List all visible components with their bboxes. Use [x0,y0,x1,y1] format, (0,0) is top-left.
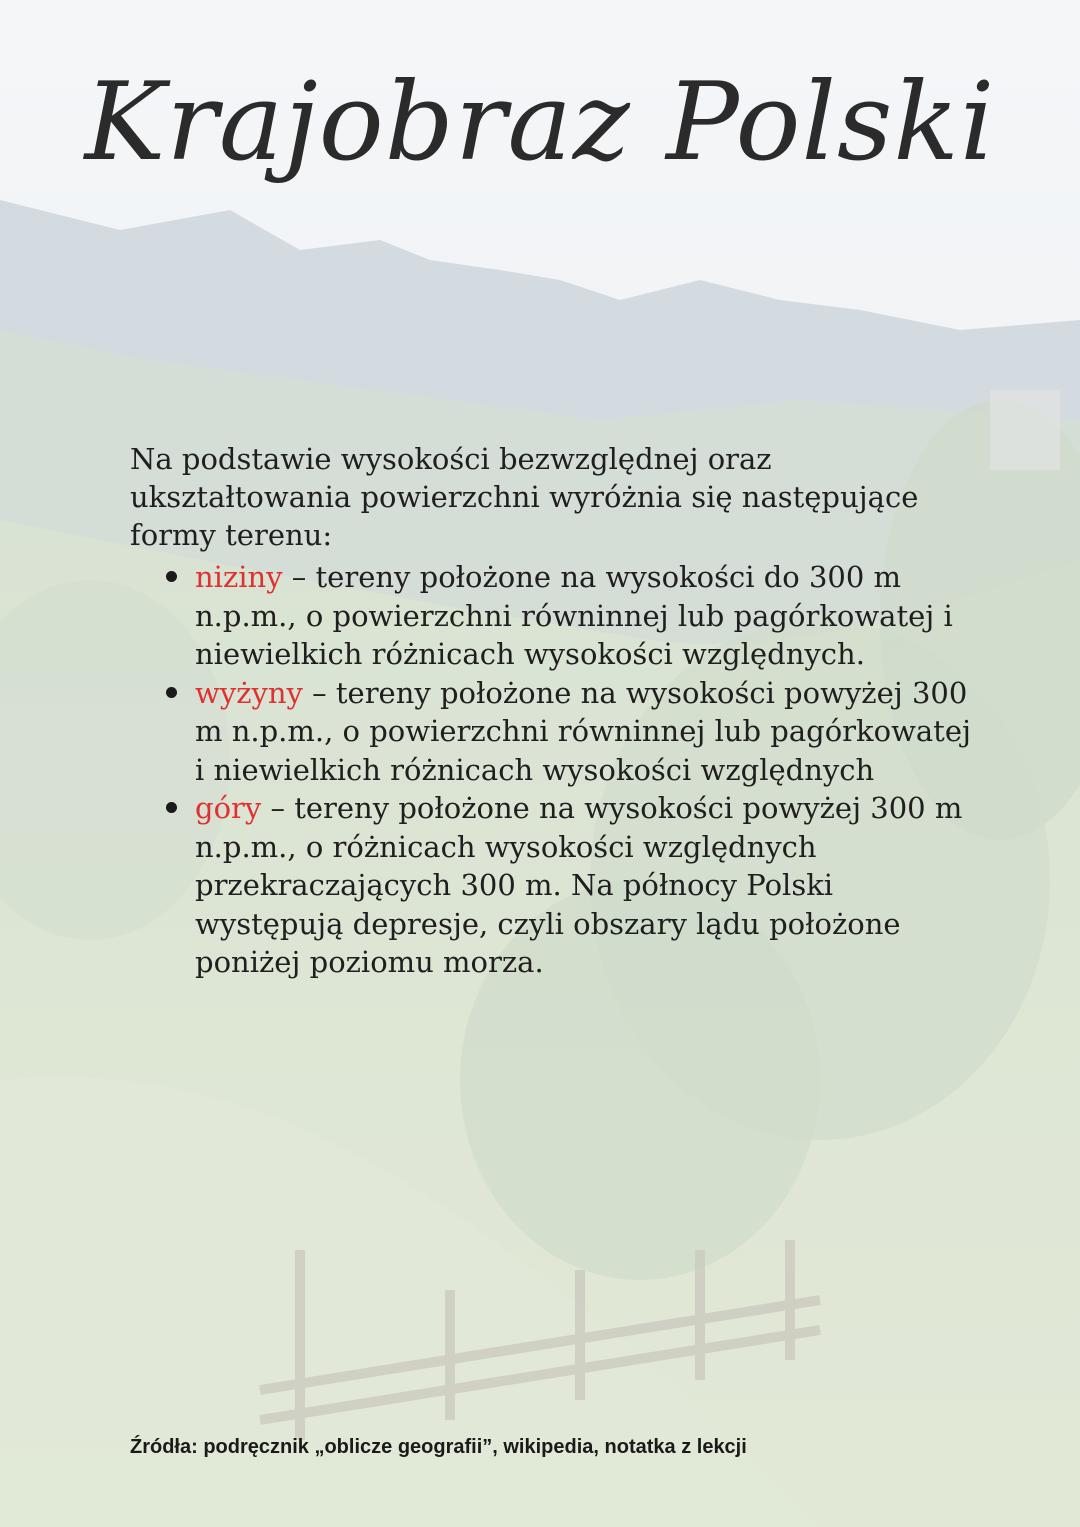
intro-paragraph: Na podstawie wysokości bezwzględnej oraz ukształtowania powierzchni wyróżnia się następujące formy terenu: [130,442,919,552]
page-title: Krajobraz Polski [84,60,996,185]
bullet-icon [166,687,177,698]
landform-list [158,558,988,982]
term-description: – tereny położone na wysokości do 300 m n.p.m., o powierzchni równinnej lub pagórkowatej i niewielkich różnicach wysokości względnych. [195,560,953,671]
term-description: – tereny położone na wysokości powyżej 300 m n.p.m., o powierzchni równinnej lub pagórkowatej i niewielkich różnicach wysokości względnych [195,675,971,787]
list-item-gory [158,789,988,982]
sources-footer: Źródła: podręcznik „oblicze geografii”, wikipedia, notatka z lekcji [130,1436,747,1458]
list-item-niziny [158,558,988,674]
list-item-wyzyny [158,674,988,790]
term-description: – tereny położone na wysokości powyżej 300 m n.p.m., o różnicach wysokości względnych przekraczających 300 m. Na północy Polski występują depresje, czyli obszary lądu położone poniżej poziomu morza. [195,791,963,979]
bullet-icon [166,802,177,813]
term-label: niziny [195,560,283,594]
term-label: góry [195,791,262,825]
term-label: wyżyny [195,675,303,710]
bullet-icon [166,571,177,582]
